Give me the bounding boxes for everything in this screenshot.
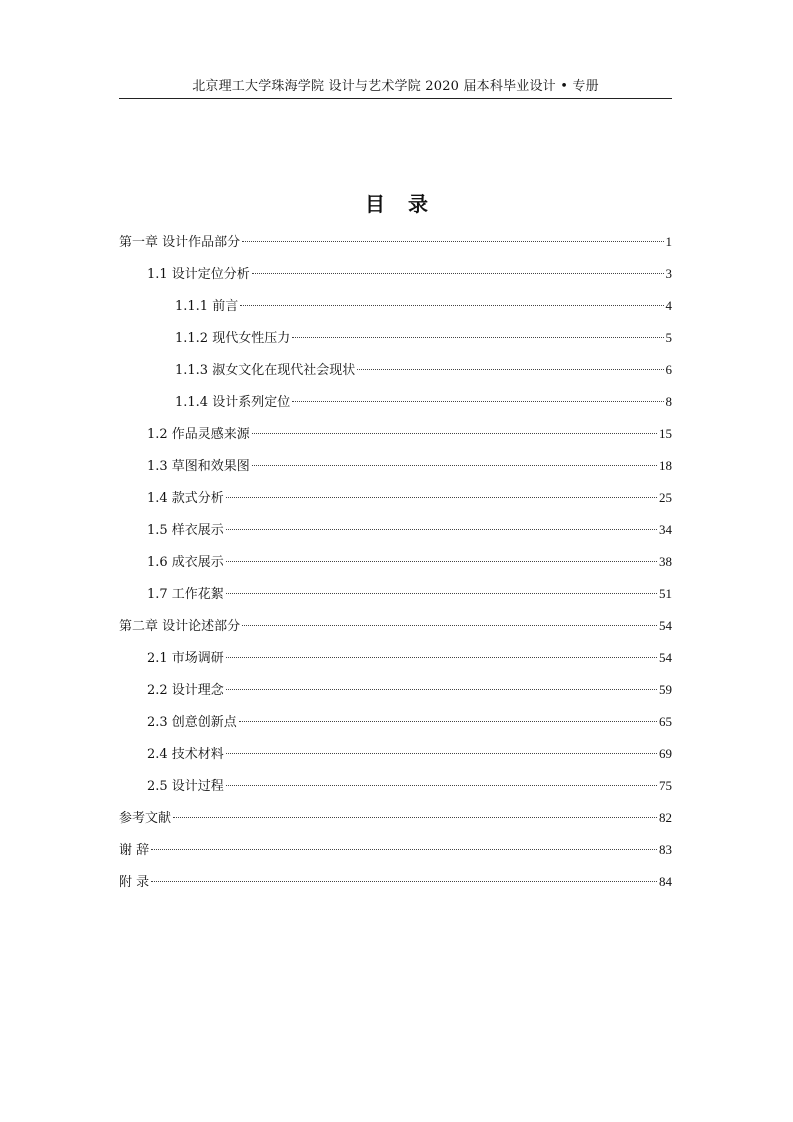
toc-entry[interactable] [119,871,672,903]
toc-entry-page-number: 34 [659,522,672,537]
toc-entry-page-number: 75 [659,778,672,793]
toc-entry-label: 1.4 款式分析 [147,491,224,506]
toc-entry[interactable] [119,327,672,359]
toc-entry-page-number: 6 [665,362,672,377]
toc-dot-leader [292,401,663,402]
toc-entry-page-number: 65 [659,714,672,729]
toc-entry-page-number: 59 [659,682,672,697]
header-rule [119,98,672,99]
toc-dot-leader [226,753,657,754]
toc-entry-page-number: 38 [659,554,672,569]
toc-entry-page-number: 15 [659,426,672,441]
toc-dot-leader [151,881,657,882]
toc-dot-leader [151,849,657,850]
toc-entry-page-number: 82 [659,810,672,825]
toc-entry[interactable] [119,711,672,743]
toc-entry[interactable] [119,423,672,455]
toc-entry[interactable] [119,391,672,423]
toc-dot-leader [226,785,657,786]
toc-dot-leader [226,561,657,562]
toc-dot-leader [252,465,657,466]
toc-entry-label: 1.2 作品灵感来源 [147,427,250,442]
toc-entry-label: 1.1.4 设计系列定位 [175,395,291,410]
toc-entry[interactable] [119,583,672,615]
toc-entry-page-number: 3 [665,266,672,281]
toc-entry-page-number: 8 [665,394,672,409]
toc-dot-leader [292,337,663,338]
toc-entry-label: 1.1.3 淑女文化在现代社会现状 [175,363,356,378]
toc-entry[interactable] [119,231,672,263]
toc-entry[interactable] [119,839,672,871]
toc-entry-page-number: 4 [665,298,672,313]
toc-entry-label: 1.5 样衣展示 [147,523,224,538]
toc-entry[interactable] [119,263,672,295]
toc-dot-leader [240,305,663,306]
toc-entry[interactable] [119,775,672,807]
toc-entry[interactable] [119,487,672,519]
toc-entry[interactable] [119,615,672,647]
toc-entry-page-number: 51 [659,586,672,601]
toc-dot-leader [226,689,657,690]
toc-entry-label: 谢 辞 [119,843,150,858]
toc-dot-leader [252,433,657,434]
toc-entry-label: 2.5 设计过程 [147,779,224,794]
toc-entry[interactable] [119,647,672,679]
toc-entry-label: 1.1.2 现代女性压力 [175,331,291,346]
toc-entry-page-number: 54 [659,618,672,633]
toc-entry[interactable] [119,743,672,775]
toc-title: 目 录 [365,192,436,216]
toc-entry-label: 1.7 工作花絮 [147,587,224,602]
toc-dot-leader [242,241,663,242]
toc-dot-leader [242,625,657,626]
toc-entry-page-number: 5 [665,330,672,345]
toc-entry[interactable] [119,807,672,839]
toc-entry-page-number: 18 [659,458,672,473]
toc-dot-leader [252,273,664,274]
toc-entry-page-number: 83 [659,842,672,857]
toc-entry-page-number: 69 [659,746,672,761]
toc-dot-leader [173,817,657,818]
toc-entry-label: 2.3 创意创新点 [147,715,237,730]
table-of-contents [119,231,672,903]
toc-entry[interactable] [119,551,672,583]
toc-entry-label: 参考文献 [119,811,172,826]
toc-entry-label: 2.2 设计理念 [147,683,224,698]
toc-entry[interactable] [119,519,672,551]
toc-entry-page-number: 54 [659,650,672,665]
toc-entry-label: 2.1 市场调研 [147,651,224,666]
toc-entry-label: 附 录 [119,875,150,890]
page-header: 北京理工大学珠海学院 设计与艺术学院 2020 届本科毕业设计 • 专册 [192,79,599,94]
toc-entry-page-number: 84 [659,874,672,889]
toc-dot-leader [357,369,663,370]
toc-entry-label: 1.1 设计定位分析 [147,267,250,282]
toc-dot-leader [226,593,657,594]
toc-entry[interactable] [119,679,672,711]
toc-entry-page-number: 25 [659,490,672,505]
toc-entry[interactable] [119,359,672,391]
toc-entry-label: 1.6 成衣展示 [147,555,224,570]
toc-entry-label: 第一章 设计作品部分 [119,235,241,250]
toc-entry[interactable] [119,295,672,327]
toc-dot-leader [226,529,657,530]
toc-entry[interactable] [119,455,672,487]
toc-entry-label: 1.3 草图和效果图 [147,459,250,474]
toc-entry-label: 1.1.1 前言 [175,299,239,314]
toc-entry-label: 2.4 技术材料 [147,747,224,762]
toc-entry-label: 第二章 设计论述部分 [119,619,241,634]
toc-dot-leader [226,497,657,498]
toc-dot-leader [239,721,657,722]
toc-dot-leader [226,657,657,658]
toc-entry-page-number: 1 [665,234,672,249]
